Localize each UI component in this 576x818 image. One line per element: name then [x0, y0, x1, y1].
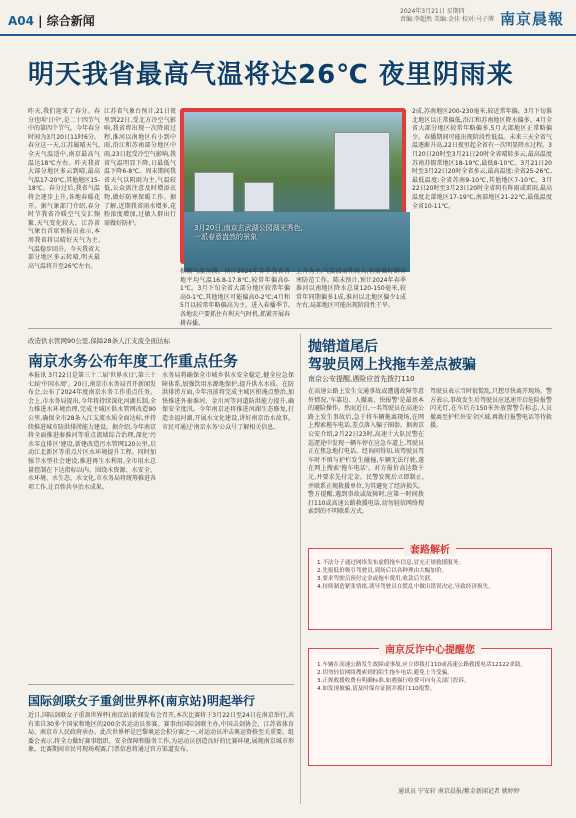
right-story-title-1: 抛错道尾后 — [308, 339, 378, 355]
issue-meta — [400, 8, 494, 24]
lead-headline: 明天我省最高气温将达26℃ 夜里阴雨来 — [28, 60, 514, 90]
tips-line: 1.不法分子通过网络发布虚假拖车信息,冒充正规救援服务。 — [317, 560, 464, 566]
police-line: 4.如发现被骗,请及时保存证据并拨打110报警。 — [317, 686, 436, 692]
police-box-title: 南京反诈中心提醒您 — [379, 641, 481, 656]
police-line: 1.车辆在高速公路发生故障或事故,应立即拨打110或高速公路救援电话12122求助。 — [317, 662, 526, 668]
right-story-title-2: 驾驶员网上找拖车差点被骗 — [308, 357, 476, 373]
tips-line: 3.要求驾驶员预付定金或拖车费用,收款后失联。 — [317, 576, 436, 582]
issue-editors: 责编:李超然 美编:金佳 校对:马子博 — [400, 16, 494, 23]
lead-col1: 昨天,我们迎来了春分。春分也叫'日中',是二十四节气中的第四个节气。今年春分时间为3月20日11时6分。春分这一天,江苏属晴天气,全天气温适中,南京最高气温达18℃左右。昨天我省大部分地区多云到晴,最高气温17-20℃,其他地区15-18℃。春分过后,我省气温将会逐步上升,各地春暖花开。据气象部门介绍,春分时节我省冷暖空气交汇频繁,天气变化较大。江苏省气象台首席预报员表示,本周我省将以晴好天气为主,气温稳步回升。今天我省大部分地区多云转晴,明天最高气温将升至26℃左右。 — [28, 108, 101, 270]
right-story-subtitle: 南京公安提醒,遇险应首先拨打110 — [308, 375, 415, 383]
tips-line: 4.持续制造紧张情绪,诱导驾驶员在慌乱中做出错误决定,导致经济损失。 — [317, 584, 494, 590]
lead-col3b: 上升为主,气温波动性较大,仍需做好倒春寒防范工作。陈未预计,预计2024年春季淮河以南地区降水总量120-150毫米,较常年同期偏多1成,淮河以北地区偏少1成左右,局部地区可能出现阶段性干旱。 — [296, 268, 406, 310]
section-divider — [28, 684, 294, 685]
left-story-col1: 本报讯 3月22日是第三十二届'世界水日',第三十七届'中国水周'。20日,南京市水务局召开新闻发布会,公布了2024年度南京水务工作重点任务。会上,市水务局提出,今年将持续深化河湖长制,全力推进水环境治理,完成主城区供水管网改造90公里,确保全市28条入江支流水质全面达标,并持续推进城市防洪排涝能力建设。据介绍,今年南京将全面推进秦淮河等重点流域综合治理,深化'污水零直排区'建设,新建改造污水管网120公里,启动江北新区等重点片区水环境提升工程。同时加强节水型社会建设,推进再生水利用,全市用水总量控制在下达指标以内。围绕水资源、水安全、水环境、水生态、水文化,市水务局将统筹推进各项工作,让百姓共享治水成果。 — [28, 372, 156, 491]
lead-col4: 2成,苏南地区200-230毫米,较近常年偏。3月下旬淮北地区以正常偏低,沿江和苏南地区降水偏多。4月全省大部分地区较常年略偏多,5月大部地区正常略偏少。春播期间可能出现阶段性低温。未来三天全省气温逐渐升高,22日夜里起全省有一次明显降水过程。3月20日20时至3月21日20时全省晴转多云,最高温度苏南苏锡常地区18-19℃,最低8-10℃。3月21日20时至3月22日20时全省多云,最高温度:全省25-26℃,最低温度:全省苏南9-10℃,其他地区7-10℃。3月22日20时至3月23日20时全省阴有阵雨或雷雨,最高温度北部地区17-19℃,南部地区21-22℃,最低温度全省10-11℃。 — [412, 108, 552, 210]
section-number: A04 — [8, 14, 34, 28]
byline: 通讯员 宁安轩 南京晨报/紫金新闻记者 姚婷婷 — [398, 788, 520, 795]
left-bottom-text: 近日,国际剑联女子重剑世界杯(南京站)新闻发布会召开,本次比赛将于3月22日至24日在南京举行,共有来自30多个国家和地区的200余名运动员参赛。赛事由国际剑联主办,中国击剑协会、江苏省体育局、南京市人民政府承办。此次世界杯是巴黎奥运会积分赛之一,对运动员冲击奥运资格至关重要。组委会表示,将全力做好赛事组织、安全保障和服务工作,为运动员创造良好的比赛环境,展现南京城市形象。比赛期间市民可现场观赛,门票信息将通过官方渠道发布。 — [28, 712, 294, 754]
section-label: A04 | 综合新闻 — [8, 14, 95, 28]
police-line: 2.切勿轻信网络搜索到的陌生拖车电话,避免上当受骗。 — [317, 670, 453, 676]
section-name: 综合新闻 — [46, 14, 95, 28]
photo-building — [334, 132, 390, 210]
section-divider — [28, 328, 552, 329]
left-story-kicker: 改造供水管网90公里,保障28条人江支流全面达标 — [28, 337, 171, 345]
left-bottom-title: 国际剑联女子重剑世界杯(南京站)明起举行 — [28, 694, 255, 708]
right-story-col1: 在高速公路上发生交通事故或遭遇故障等意外情况,'车靠边、人撤离、快报警'是最基本的避险操作。然而近日,一名驾驶员在高速公路上发生事故后,急于将车辆拖离现场,在网上搜索拖车电话,差点落入骗子圈套。据南京公安介绍,2月22日23时,高速十大队民警在巡逻途中发现一辆车停在应急车道上,驾驶员正在焦急地打电话。经询问得知,该驾驶员驾车时不慎与护栏发生碰撞,车辆无法行驶,遂在网上搜索'拖车电话'。对方报价高达数千元,并要求先付定金。民警发现后立即制止,并联系正规救援单位,为其避免了经济损失。警方提醒,遇到事故或故障时,应第一时间拨打110或高速公路救援电话,切勿轻信网络搜索到的不明联系方式。 — [308, 388, 424, 516]
tips-box — [308, 545, 552, 630]
newspaper-logo: 南京晨報 — [500, 10, 565, 28]
photo-building — [244, 182, 274, 212]
lead-col3: 积极气温预测。预计2024年春季我省各地平均气温16.8-17.8℃,较常年偏高0-1℃。3月下旬全省大部分地区较常年偏高0-1℃,其他地区可能偏高0-2℃;4月和5月以较常年略偏高为主。进入春播季节,各地农户要抓住有利天气时机,抓紧开展春耕春播。 — [180, 268, 290, 327]
tips-line: 2.先报低价吸引驾驶员,到场后以各种理由大幅加价。 — [317, 568, 448, 574]
police-line: 3.正规救援收费有明确标准,如遇强行收费可向有关部门投诉。 — [317, 678, 470, 684]
left-story-col2: 水务局将确保全市城乡供水安全稳定,健全应急保障体系,加强饮用水源地保护,提升供水水质。在防洪排涝方面,今年汛前将完成主城区积淹点整治,加快推进外秦淮河、金川河等河道防洪能力提升,确保安全度汛。今年南京还将推进河湖生态修复,打造幸福河湖,开展水文化建设,讲好南京治水故事。市民可通过'南京水务'公众号了解相关信息。 — [162, 372, 294, 431]
police-box — [308, 645, 552, 766]
photo-caption: 3月20日,南京玄武湖公园湖光秀色,一派春意盎然的景象 — [194, 224, 303, 241]
page-header — [0, 0, 576, 36]
photo-river — [184, 212, 410, 272]
photo-building — [194, 172, 234, 212]
column-divider — [300, 334, 301, 804]
lead-col2: 江苏省气象台预计,21日夜里到22日,受北方冷空气影响,我省将出现一次降雨过程,淮河以南地区有小到中雨,沿江和苏南部分地区中雨,23日起受冷空气影响,我省气温明显下降,日最低气温下降6-8℃。周末期间我省天气以阴雨为主,气温较低,公众需注意及时增添衣物,做好防寒保暖工作。据了解,近期我省雨水增多,花粉浓度增加,过敏人群出行需做好防护。 — [104, 108, 176, 227]
lead-photo — [180, 108, 406, 264]
right-story-col2: 驾驶员表示当时很慌乱,只想尽快离开现场。警方表示,事故发生后驾驶员应迅速开启危险报警闪光灯,在车后方150米外放置警告标志,人员撤离至护栏外安全区域,再拨打报警电话等待救援。 — [430, 388, 552, 430]
left-story-title: 南京水务公布年度工作重点任务 — [28, 352, 239, 370]
issue-date: 2024年3月21日 星期四 — [400, 8, 465, 15]
tips-box-title: 套路解析 — [404, 541, 456, 556]
